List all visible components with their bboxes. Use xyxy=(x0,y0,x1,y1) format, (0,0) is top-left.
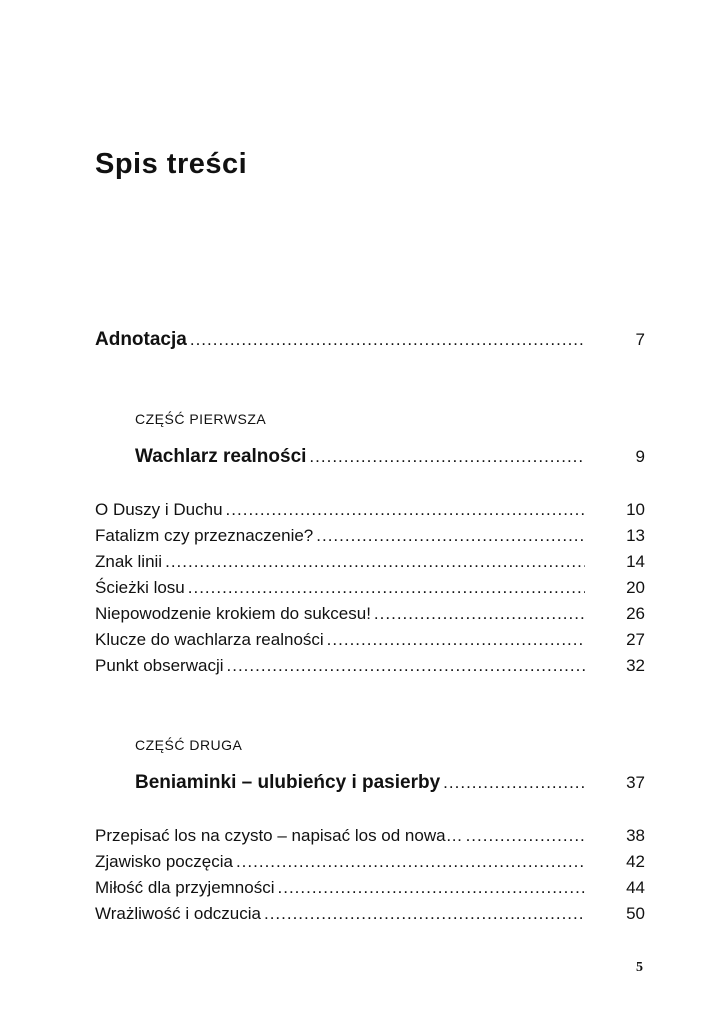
toc-entry-label: Miłość dla przyjemności xyxy=(95,878,275,897)
part-label: CZĘŚĆ DRUGA xyxy=(135,737,243,753)
toc-entry-intro xyxy=(95,329,645,351)
dot-leader xyxy=(313,525,585,547)
dot-leader xyxy=(162,551,585,573)
toc-entry-label: Zjawisko poczęcia xyxy=(95,852,233,871)
page-folio: 5 xyxy=(636,960,643,975)
toc-part-heading xyxy=(135,446,645,468)
dot-leader xyxy=(463,825,585,847)
toc-entry xyxy=(95,825,645,847)
dot-leader xyxy=(224,655,585,677)
toc-page-number: 42 xyxy=(626,852,645,871)
dot-leader xyxy=(233,851,585,873)
dot-leader xyxy=(306,446,585,468)
toc-entry-label: Adnotacja xyxy=(95,329,187,350)
toc-entry xyxy=(95,577,645,599)
toc-entry-label: Przepisać los na czysto – napisać los od nowa… xyxy=(95,826,463,845)
toc-page-number: 7 xyxy=(635,330,645,349)
toc-entry-label: Punkt obserwacji xyxy=(95,656,224,675)
toc-entry-label: O Duszy i Duchu xyxy=(95,500,223,519)
toc-part-heading xyxy=(135,772,645,794)
toc-entry-label: Beniaminki – ulubieńcy i pasierby xyxy=(135,772,441,793)
toc-entry xyxy=(95,629,645,651)
toc-entry xyxy=(95,655,645,677)
dot-leader xyxy=(223,499,585,521)
part-label: CZĘŚĆ PIERWSZA xyxy=(135,411,267,427)
toc-page-number: 13 xyxy=(626,526,645,545)
dot-leader xyxy=(185,577,585,599)
toc-entry-label: Znak linii xyxy=(95,552,163,571)
toc-entry-label: Wachlarz realności xyxy=(135,446,307,467)
toc-entry xyxy=(95,603,645,625)
toc-page-number: 37 xyxy=(626,773,645,792)
dot-leader xyxy=(371,603,585,625)
toc-entry-label: Ścieżki losu xyxy=(95,578,185,597)
toc-entry xyxy=(95,551,645,573)
dot-leader xyxy=(440,772,585,794)
page-title: Spis treści xyxy=(95,148,248,180)
toc-page-number: 14 xyxy=(626,552,645,571)
toc-page-number: 26 xyxy=(626,604,645,623)
toc-page-number: 20 xyxy=(626,578,645,597)
toc-entry-label: Fatalizm czy przeznaczenie? xyxy=(95,526,314,545)
toc-page-number: 44 xyxy=(626,878,645,897)
toc-entry-label: Niepowodzenie krokiem do sukcesu! xyxy=(95,604,371,623)
dot-leader xyxy=(275,877,586,899)
toc-page-number: 10 xyxy=(626,500,645,519)
toc-entry-label: Wrażliwość i odczucia xyxy=(95,904,261,923)
dot-leader xyxy=(324,629,585,651)
toc-entry xyxy=(95,525,645,547)
toc-page-number: 32 xyxy=(626,656,645,675)
toc-page-number: 9 xyxy=(635,447,645,466)
toc-page-number: 38 xyxy=(626,826,645,845)
toc-entry xyxy=(95,903,645,925)
toc-entry xyxy=(95,877,645,899)
dot-leader xyxy=(187,329,585,351)
toc-entry xyxy=(95,499,645,521)
toc-page-number: 27 xyxy=(626,630,645,649)
toc-page-number: 50 xyxy=(626,904,645,923)
toc-entry xyxy=(95,851,645,873)
dot-leader xyxy=(261,903,585,925)
toc-entry-label: Klucze do wachlarza realności xyxy=(95,630,324,649)
